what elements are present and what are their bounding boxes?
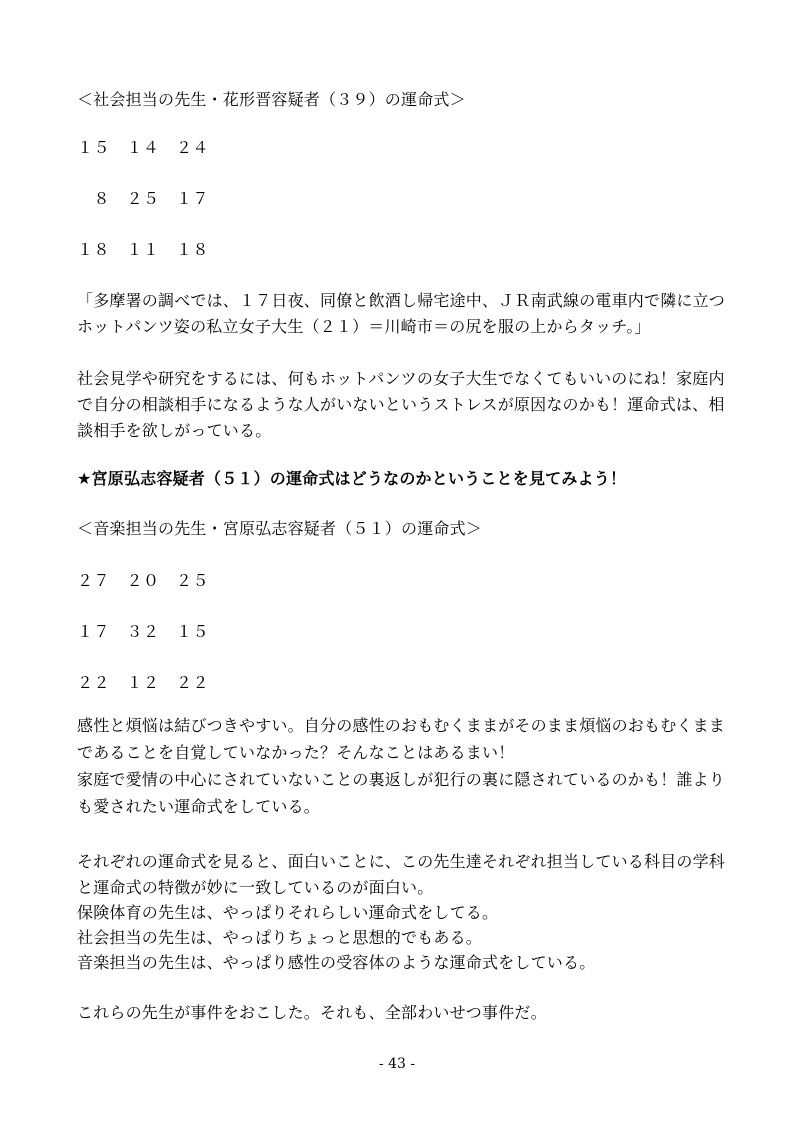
comment1-line-3: 談相手を欲しがっている。 [77,421,272,440]
section1-row-1: １５ １４ ２４ [77,138,210,157]
section2-row-3: ２２ １２ ２２ [77,673,210,692]
comment2-line-3: 家庭で愛情の中心にされていないことの裏返しが犯行の裏に隠されているのかも！誰より [77,770,726,789]
page-number: - 43 - [378,1056,416,1072]
quote-line-2: ホットパンツ姿の私立女子大生（２１）＝川崎市＝の尻を服の上からタッチ。」 [77,317,651,336]
summary-line-5: 音楽担当の先生は、やっぱり感性の受容体のような運命式をしている。 [77,953,596,972]
summary-line-4: 社会担当の先生は、やっぱりちょっと思想的でもある。 [77,928,483,947]
comment2-line-2: であることを自覚していなかった？そんなことはあるまい！ [77,743,515,762]
section2-row-2: １７ ３２ １５ [77,622,210,641]
highlight-heading: ★宮原弘志容疑者（５１）の運命式はどうなのかということを見てみよう！ [77,469,627,488]
closing-line: これらの先生が事件をおこした。それも、全部わいせつ事件だ。 [77,1003,547,1022]
summary-line-3: 保険体育の先生は、やっぱりそれらしい運命式をしてる。 [77,903,499,922]
section1-heading: ＜社会担当の先生・花形晋容疑者（３９）の運命式＞ [77,90,466,109]
section2-heading: ＜音楽担当の先生・宮原弘志容疑者（５１）の運命式＞ [77,519,483,538]
summary-line-1: それぞれの運命式を見ると、面白いことに、この先生達それぞれ担当している科目の学科 [77,852,726,871]
summary-line-2: と運命式の特徴が妙に一致しているのが面白い。 [77,878,434,897]
quote-line-1: 「多摩署の調べでは、１７日夜、同僚と飲酒し帰宅途中、ＪＲ南武線の電車内で隣に立つ [77,291,726,310]
comment2-line-1: 感性と煩悩は結びつきやすい。自分の感性のおもむくままがそのまま煩悩のおもむくまま [77,716,726,735]
section1-row-2: ８ ２５ １７ [77,189,210,208]
comment1-line-1: 社会見学や研究をするには、何もホットパンツの女子大生でなくてもいいのにね！家庭内 [77,369,725,388]
section2-row-1: ２７ ２０ ２５ [77,571,210,590]
section1-row-3: １８ １１ １８ [77,240,210,259]
comment1-line-2: で自分の相談相手になるような人がいないというストレスが原因なのかも！運命式は、相 [77,395,725,414]
comment2-line-4: も愛されたい運命式をしている。 [77,797,321,816]
